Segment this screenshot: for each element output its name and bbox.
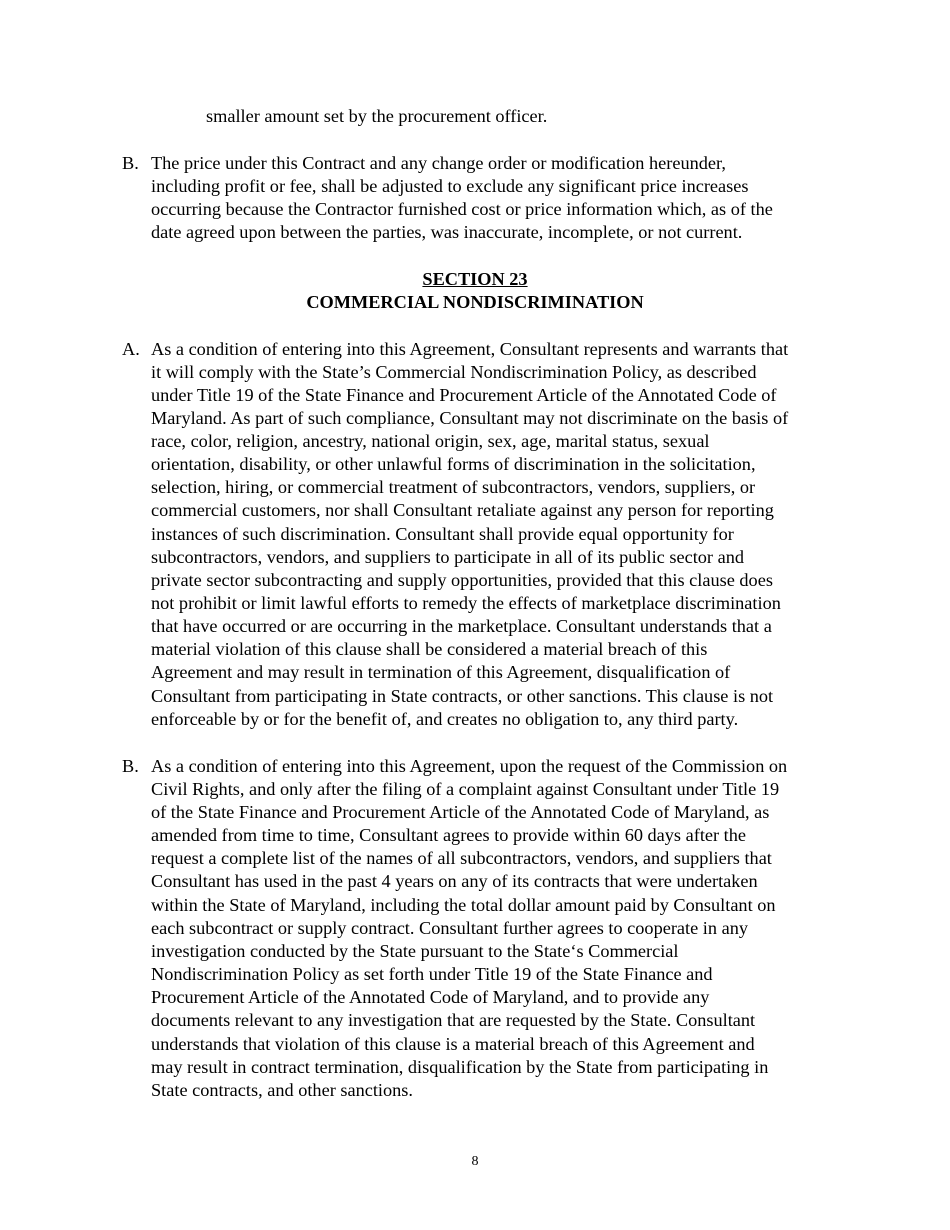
clause-line: under Title 19 of the State Finance and Procurement Article of the Annotated Code of — [151, 385, 777, 405]
clause-line: As a condition of entering into this Agreement, Consultant represents and warrants that — [151, 339, 789, 359]
clause-line: enforceable by or for the benefit of, and creates no obligation to, any third party. — [151, 709, 739, 729]
clause-line: Civil Rights, and only after the filing of a complaint against Consultant under Title 19 — [151, 779, 780, 799]
clause-marker: B. — [122, 153, 139, 173]
clause-line: orientation, disability, or other unlawful forms of discrimination in the solicitation, — [151, 454, 756, 474]
continuation-line: smaller amount set by the procurement officer. — [206, 106, 548, 126]
clause-line: may result in contract termination, disqualification by the State from participating in — [151, 1057, 769, 1077]
clause-line: Consultant from participating in State contracts, or other sanctions. This clause is not — [151, 686, 774, 706]
page-number: 8 — [471, 1154, 479, 1169]
clause-line: investigation conducted by the State pursuant to the State‘s Commercial — [151, 941, 679, 961]
clause-line: Consultant has used in the past 4 years on any of its contracts that were undertaken — [151, 871, 758, 891]
clause-marker: A. — [122, 339, 140, 359]
clause-line: private sector subcontracting and supply opportunities, provided that this clause does — [151, 570, 773, 590]
clause-line: within the State of Maryland, including the total dollar amount paid by Consultant on — [151, 895, 776, 915]
clause-line: State contracts, and other sanctions. — [151, 1080, 413, 1100]
clause-line: it will comply with the State’s Commercial Nondiscrimination Policy, as described — [151, 362, 757, 382]
section-number: SECTION 23 — [422, 269, 528, 289]
clause-line: of the State Finance and Procurement Article of the Annotated Code of Maryland, as — [151, 802, 770, 822]
clause-line: commercial customers, nor shall Consultant retaliate against any person for reporting — [151, 500, 774, 520]
clause-line: The price under this Contract and any change order or modification hereunder, — [151, 153, 726, 173]
clause-line: Nondiscrimination Policy as set forth under Title 19 of the State Finance and — [151, 964, 713, 984]
clause-line: selection, hiring, or commercial treatment of subcontractors, vendors, suppliers, or — [151, 477, 756, 497]
clause-line: occurring because the Contractor furnished cost or price information which, as of the — [151, 199, 773, 219]
clause-line: documents relevant to any investigation that are requested by the State. Consultant — [151, 1010, 756, 1030]
clause-line: not prohibit or limit lawful efforts to remedy the effects of marketplace discrimination — [151, 593, 781, 613]
clause-line: understands that violation of this clause is a material breach of this Agreement and — [151, 1034, 755, 1054]
clause-line: amended from time to time, Consultant agrees to provide within 60 days after the — [151, 825, 747, 845]
clause-line: race, color, religion, ancestry, national origin, sex, age, marital status, sexual — [151, 431, 710, 451]
clause-line: each subcontract or supply contract. Consultant further agrees to cooperate in any — [151, 918, 748, 938]
clause-line: Agreement and may result in termination of this Agreement, disqualification of — [151, 662, 731, 682]
clause-line: instances of such discrimination. Consultant shall provide equal opportunity for — [151, 524, 734, 544]
clause-line: date agreed upon between the parties, was inaccurate, incomplete, or not current. — [151, 222, 743, 242]
clause-line: As a condition of entering into this Agreement, upon the request of the Commission on — [151, 756, 788, 776]
clause-line: that have occurred or are occurring in the marketplace. Consultant understands that a — [151, 616, 772, 636]
section-title: COMMERCIAL NONDISCRIMINATION — [306, 292, 644, 312]
clause-line: request a complete list of the names of all subcontractors, vendors, and suppliers that — [151, 848, 772, 868]
clause-marker: B. — [122, 756, 139, 776]
clause-line: Maryland. As part of such compliance, Consultant may not discriminate on the basis of — [151, 408, 789, 428]
clause-line: Procurement Article of the Annotated Code of Maryland, and to provide any — [151, 987, 710, 1007]
clause-line: material violation of this clause shall be considered a material breach of this — [151, 639, 708, 659]
clause-line: subcontractors, vendors, and suppliers to participate in all of its public sector and — [151, 547, 744, 567]
clause-line: including profit or fee, shall be adjusted to exclude any significant price increases — [151, 176, 749, 196]
